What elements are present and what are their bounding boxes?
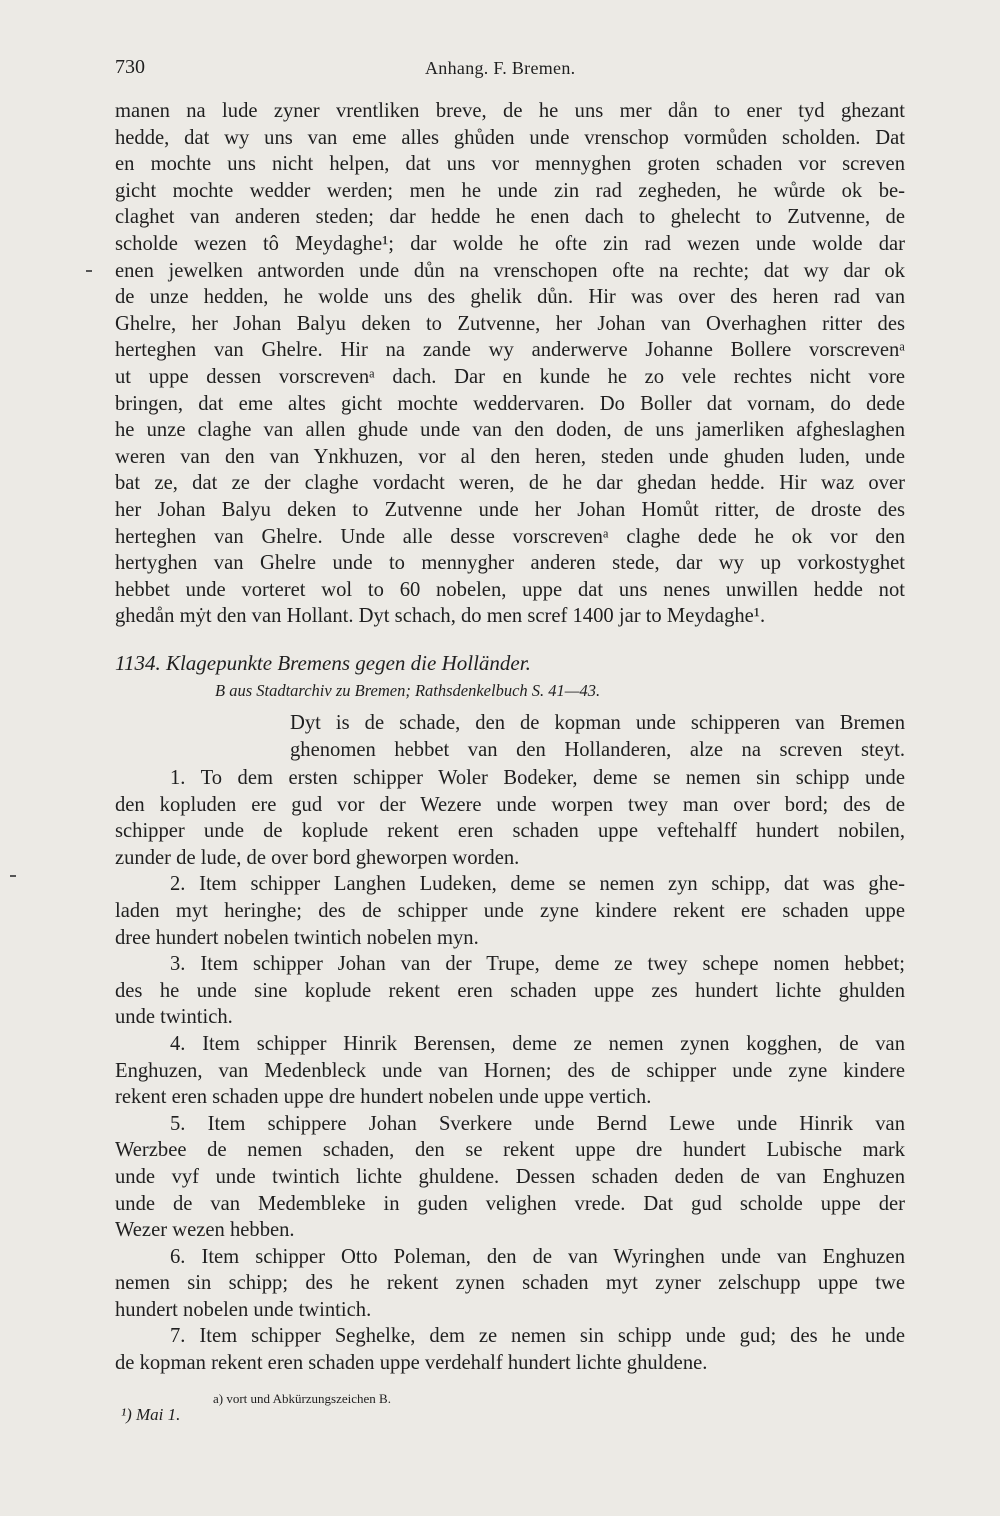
text-line: he unze claghe van allen ghude unde van den doden, de uns jamerliken afgheslaghen — [115, 419, 905, 442]
claim-line: schipper unde de koplude rekent eren schaden uppe veftehalff hundert nobilen, — [115, 820, 905, 843]
text-line: herteghen van Ghelre. Hir na zande wy anderwerve Johanne Bollere vorscrevenᵃ — [115, 339, 905, 362]
text-line: enen jewelken antworden unde důn na vrenschopen ofte na rechte; dat wy dar ok — [115, 259, 905, 282]
continued-text-block — [115, 98, 905, 630]
text-line: de unze hedden, he wolde uns des ghelik důn. Hir was over des heren rad van — [115, 286, 905, 309]
claim-line: 4. Item schipper Hinrik Berensen, deme ze nemen zynen kogghen, de van — [170, 1032, 905, 1055]
intro-line: ghenomen hebbet van den Hollanderen, alze na screven steyt. — [290, 738, 905, 761]
source-note: B aus Stadtarchiv zu Bremen; Rathsdenkelbuch S. 41—43. — [215, 681, 601, 700]
running-head-title: Anhang. F. Bremen. — [425, 58, 576, 78]
claim-line: unde vyf unde twintich lichte ghuldene. Dessen schaden deden de van Enghuzen — [115, 1165, 905, 1188]
claim-line: des he unde sine koplude rekent eren schaden uppe zes hundert lichte ghulden — [115, 979, 905, 1002]
footnote-1: ¹) Mai 1. — [121, 1405, 181, 1424]
text-line: hedde, dat wy uns van eme alles ghůden unde vrenschop vormůden scholden. Dat — [115, 126, 905, 149]
claim-line: den kopluden ere gud vor der Wezere unde worpen twey man over bord; des de — [115, 793, 905, 816]
claim-line: 6. Item schipper Otto Poleman, den de van Wyringhen unde van Enghuzen — [170, 1245, 905, 1268]
text-line: gicht mochte wedder werden; men he unde zin rad zegheden, he wůrde ok be- — [115, 179, 905, 202]
text-line: en mochte uns nicht helpen, dat uns vor mennyghen groten schaden vor screven — [115, 153, 905, 176]
claim-line: hundert nobelen unde twintich. — [115, 1298, 372, 1321]
text-line: Ghelre, her Johan Balyu deken to Zutvenne, her Johan van Overhaghen ritter des — [115, 312, 905, 335]
text-line: ghedån mẏt den van Hollant. Dyt schach, do men scref 1400 jar to Meydaghe¹. — [115, 605, 766, 628]
claim-line: rekent eren schaden uppe dre hundert nobelen unde uppe vertich. — [115, 1086, 652, 1109]
page-number: 730 — [115, 56, 145, 78]
claim-line: unde de van Medembleke in guden velighen vrede. Dat gud scholde uppe der — [115, 1192, 905, 1215]
text-line: her Johan Balyu deken to Zutvenne unde her Johan Homůt ritter, de droste des — [115, 498, 905, 521]
claim-line: Werzbee de nemen schaden, den se rekent uppe dre hundert Lubische mark — [115, 1139, 905, 1162]
claims-list — [115, 765, 905, 1377]
claim-line: 5. Item schippere Johan Sverkere unde Bernd Lewe unde Hinrik van — [170, 1112, 905, 1135]
text-line: hebbet unde vorteret wol to 60 nobelen, uppe dat uns nenes unwillen hedde not — [115, 578, 905, 601]
text-line: claghet van anderen steden; dar hedde he enen dach to ghelecht to Zutvenne, de — [115, 206, 905, 229]
claim-line: 1. To dem ersten schipper Woler Bodeker, deme se nemen sin schipp unde — [170, 767, 905, 789]
text-line: bat ze, dat ze der claghe vordacht weren, de he dar ghedan hedde. Hir waz over — [115, 472, 905, 495]
claim-line: laden myt heringhe; des de schipper unde zyne kindere rekent ere schaden uppe — [115, 899, 905, 922]
document-heading: 1134. Klagepunkte Bremens gegen die Holländer. — [115, 651, 531, 675]
running-head — [115, 56, 905, 86]
claim-line: 3. Item schipper Johan van der Trupe, deme ze twey schepe nomen hebbet; — [170, 953, 905, 976]
claim-line: de kopman rekent eren schaden uppe verdehalf hundert lichte ghuldene. — [115, 1352, 708, 1375]
footnote-letter-a: a) vort und Abkürzungszeichen B. — [213, 1391, 391, 1406]
text-line: herteghen van Ghelre. Unde alle desse vorscrevenᵃ claghe dede he ok vor den — [115, 525, 905, 548]
intro-block — [290, 710, 905, 763]
text-line: manen na lude zyner vrentliken breve, de he uns mer dån to ener tyd ghezant — [115, 100, 905, 122]
text-line: scholde wezen tô Meydaghe¹; dar wolde he ofte zin rad wezen unde wolde dar — [115, 232, 905, 255]
claim-line: nemen sin schipp; des he rekent zynen schaden myt zyner zelschupp uppe twe — [115, 1272, 905, 1295]
text-line: ut uppe dessen vorscrevenᵃ dach. Dar en kunde he zo vele rechtes nicht vore — [115, 365, 905, 388]
claim-line: Wezer wezen hebben. — [115, 1219, 295, 1242]
intro-line: Dyt is de schade, den de kopman unde schipperen van Bremen — [290, 712, 905, 734]
margin-mark — [86, 270, 92, 272]
claim-line: 2. Item schipper Langhen Ludeken, deme se nemen zyn schipp, dat was ghe- — [170, 873, 905, 896]
text-line: weren van den van Ynkhuzen, vor al den heren, steden unde ghuden luden, unde — [115, 445, 905, 468]
claim-line: 7. Item schipper Seghelke, dem ze nemen sin schipp unde gud; des he unde — [170, 1325, 905, 1348]
claim-line: dree hundert nobelen twintich nobelen myn. — [115, 926, 479, 949]
claim-line: unde twintich. — [115, 1006, 233, 1029]
margin-mark — [10, 875, 16, 877]
text-line: bringen, dat eme altes gicht mochte weddervaren. Do Boller dat vornam, do dede — [115, 392, 905, 415]
text-line: hertyghen van Ghelre unde to mennygher anderen stede, dar wy up vorkostyghet — [115, 552, 905, 575]
claim-line: zunder de lude, de over bord gheworpen worden. — [115, 846, 520, 869]
claim-line: Enghuzen, van Medenbleck unde van Hornen; des de schipper unde zyne kindere — [115, 1059, 905, 1082]
